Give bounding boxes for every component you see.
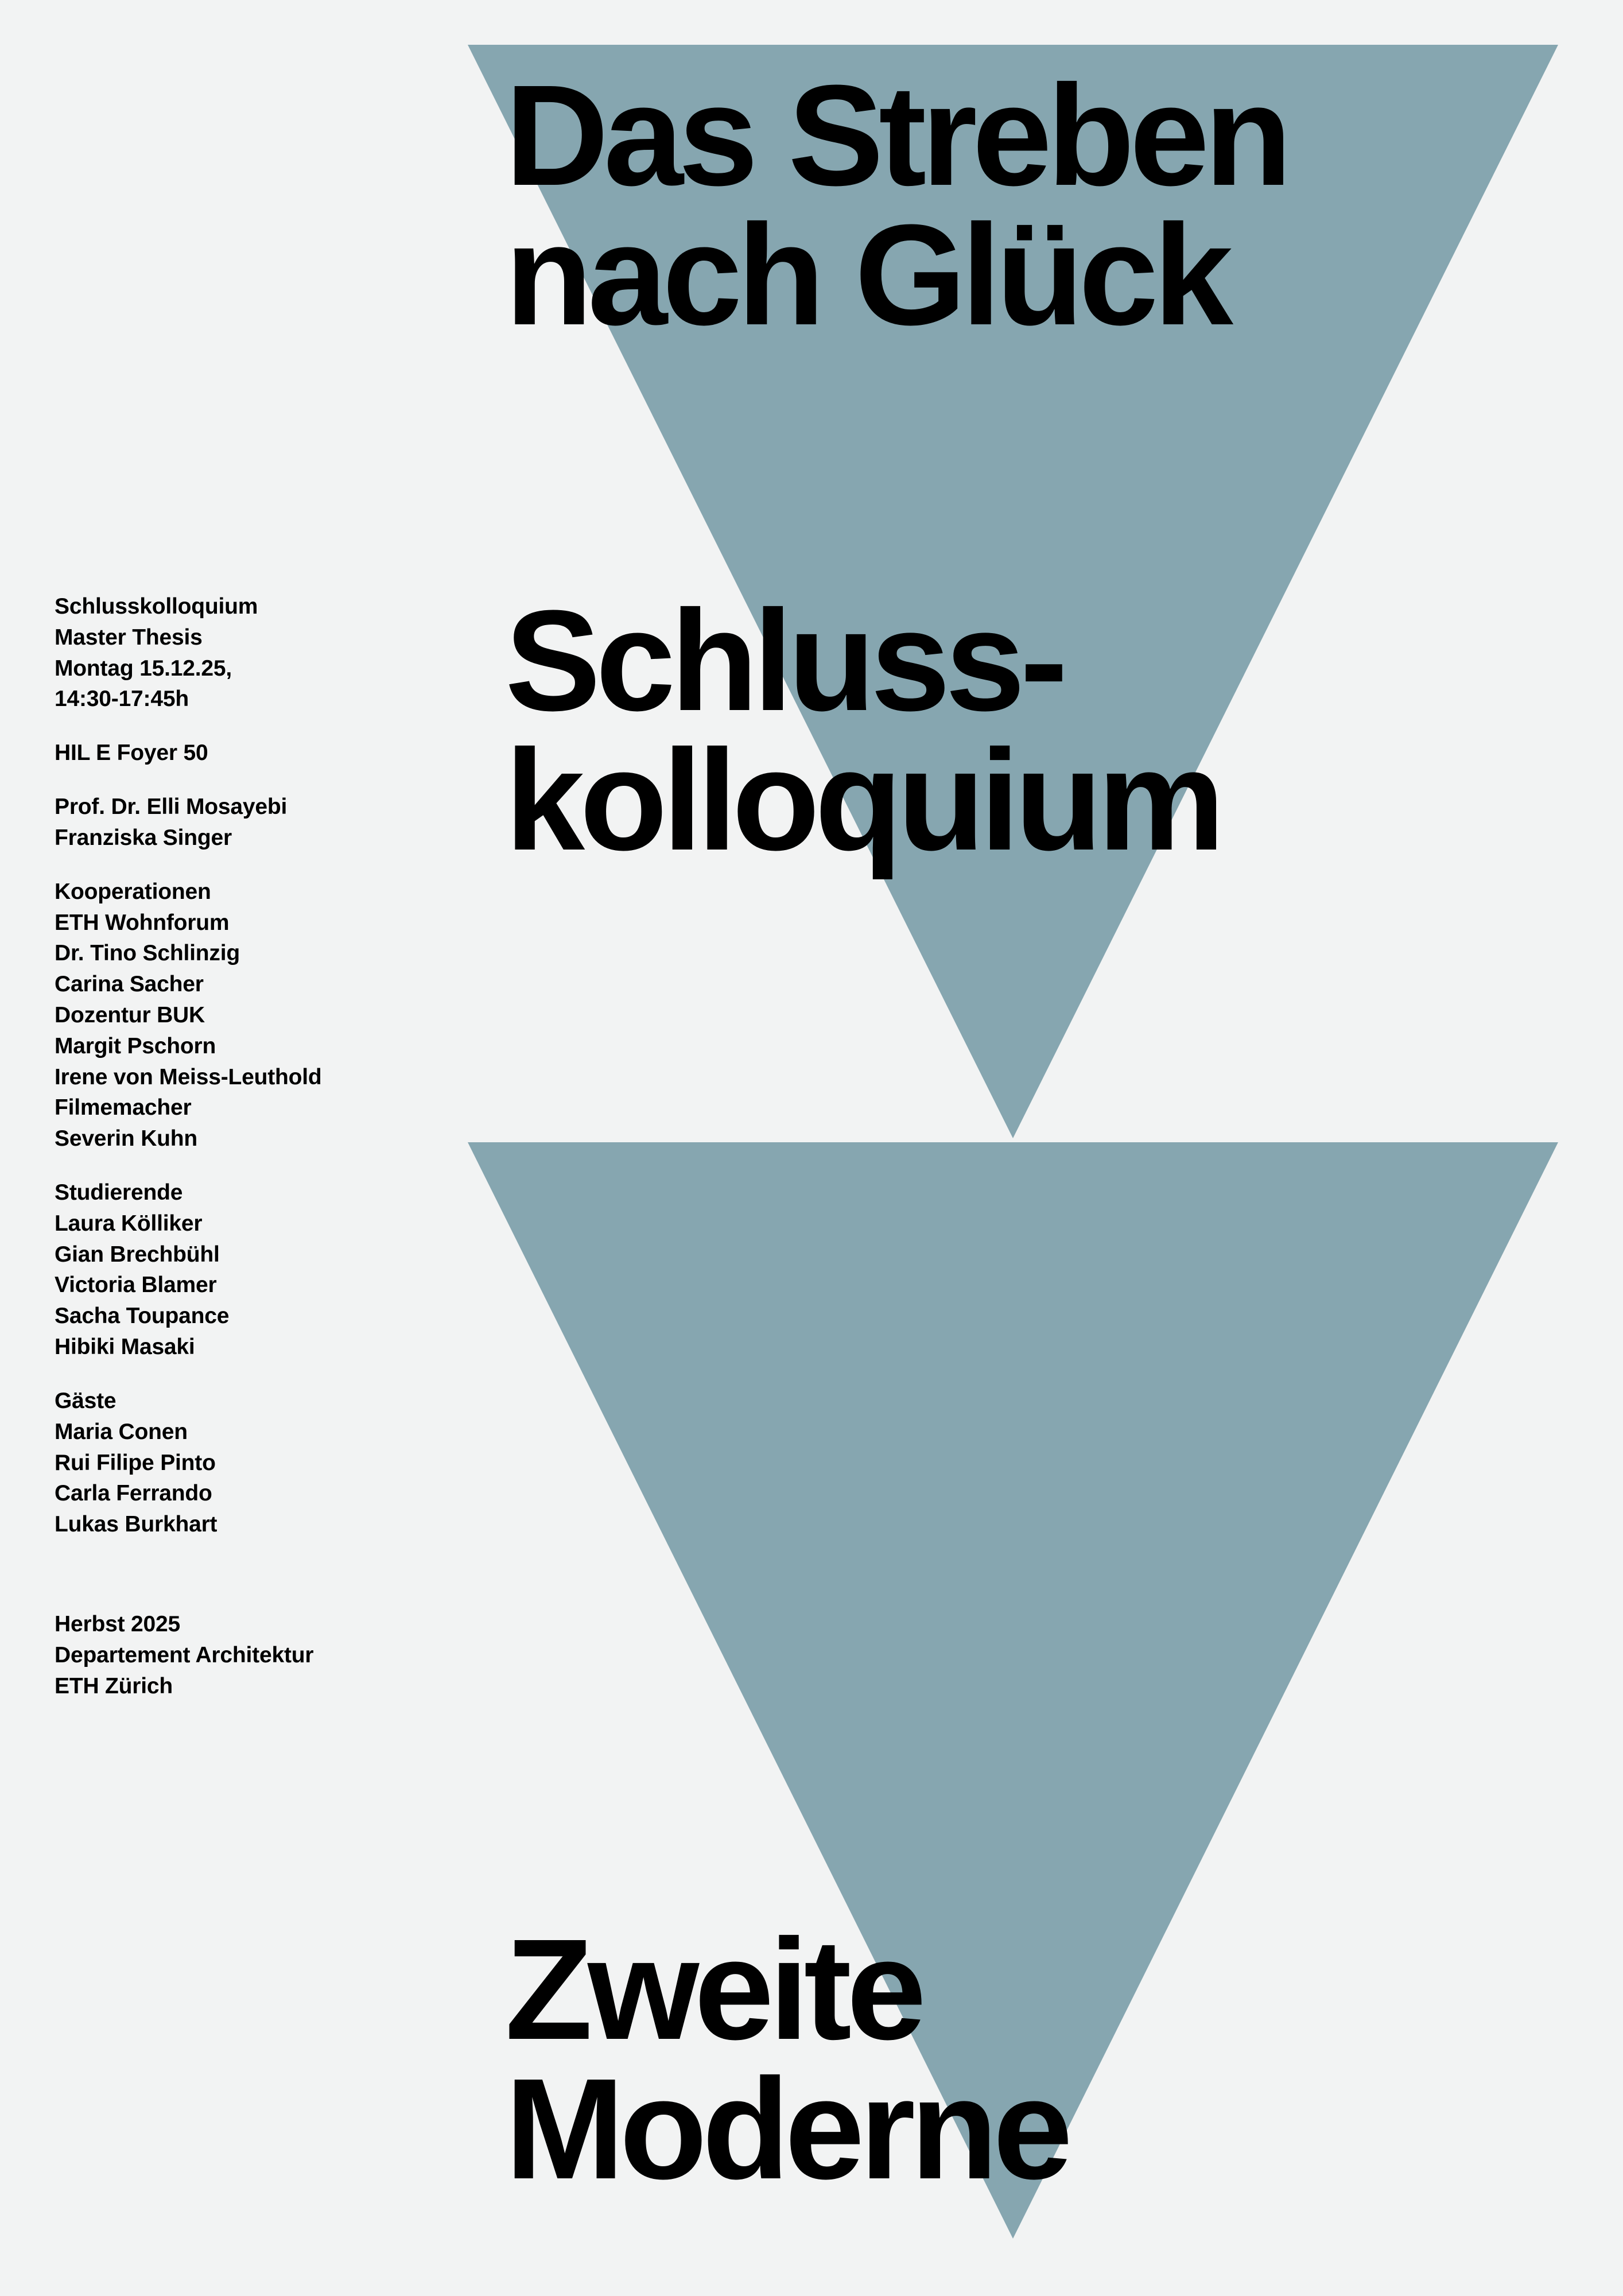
info-column: [55, 591, 445, 1701]
info-event-line-2: Master Thesis: [55, 625, 203, 650]
info-event-line-4: 14:30-17:45h: [55, 687, 189, 712]
poster-footer-title: [505, 1909, 1595, 2209]
info-guests-line-2: Maria Conen: [55, 1419, 188, 1444]
info-block-cooperations: [55, 876, 445, 1154]
info-cooperations-line-1: Kooperationen: [55, 879, 211, 904]
poster-title: [505, 55, 1584, 355]
info-cooperations-line-3: Dr. Tino Schlinzig: [55, 941, 240, 966]
poster-title-line-1: Das Streben: [505, 55, 1287, 215]
info-leads-line-2: Franziska Singer: [55, 825, 232, 850]
info-cooperations-line-2: ETH Wohnforum: [55, 910, 230, 935]
info-block-event: [55, 591, 445, 715]
info-imprint-line-3: ETH Zürich: [55, 1673, 173, 1698]
info-students-line-4: Victoria Blamer: [55, 1273, 217, 1298]
info-guests-line-1: Gäste: [55, 1388, 117, 1413]
info-cooperations-line-6: Margit Pschorn: [55, 1033, 216, 1058]
info-block-students: [55, 1177, 445, 1363]
info-students-line-6: Hibiki Masaki: [55, 1335, 195, 1360]
info-cooperations-line-4: Carina Sacher: [55, 972, 204, 997]
info-students-line-2: Laura Kölliker: [55, 1211, 203, 1236]
info-guests-line-3: Rui Filipe Pinto: [55, 1450, 216, 1475]
info-block-location: [55, 738, 445, 769]
poster-footer-line-1: Zweite: [505, 1909, 922, 2069]
info-location-line-1: HIL E Foyer 50: [55, 740, 208, 766]
info-cooperations-line-8: Filmemacher: [55, 1095, 192, 1120]
info-students-line-5: Sacha Toupance: [55, 1304, 230, 1329]
info-guests-line-5: Lukas Burkhart: [55, 1512, 218, 1537]
info-leads-line-1: Prof. Dr. Elli Mosayebi: [55, 794, 288, 820]
poster-title-line-2: nach Glück: [505, 194, 1229, 355]
poster-subtitle: [505, 580, 1584, 880]
info-guests-line-4: Carla Ferrando: [55, 1481, 212, 1506]
info-block-leads: [55, 792, 445, 854]
info-event-line-1: Schlusskolloquium: [55, 594, 258, 619]
info-event-line-3: Montag 15.12.25,: [55, 656, 232, 681]
info-block-imprint: [55, 1609, 445, 1701]
poster-subtitle-line-2: kolloquium: [505, 719, 1220, 880]
info-students-line-3: Gian Brechbühl: [55, 1242, 220, 1267]
info-imprint-line-2: Departement Architektur: [55, 1642, 314, 1667]
info-block-guests: [55, 1386, 445, 1540]
info-cooperations-line-5: Dozentur BUK: [55, 1002, 205, 1027]
info-cooperations-line-9: Severin Kuhn: [55, 1126, 198, 1151]
poster-subtitle-line-1: Schluss-: [505, 580, 1063, 740]
info-cooperations-line-7: Irene von Meiss-Leuthold: [55, 1064, 322, 1089]
poster-footer-line-2: Moderne: [505, 2048, 1068, 2209]
info-imprint-line-1: Herbst 2025: [55, 1611, 180, 1636]
info-students-line-1: Studierende: [55, 1180, 183, 1205]
